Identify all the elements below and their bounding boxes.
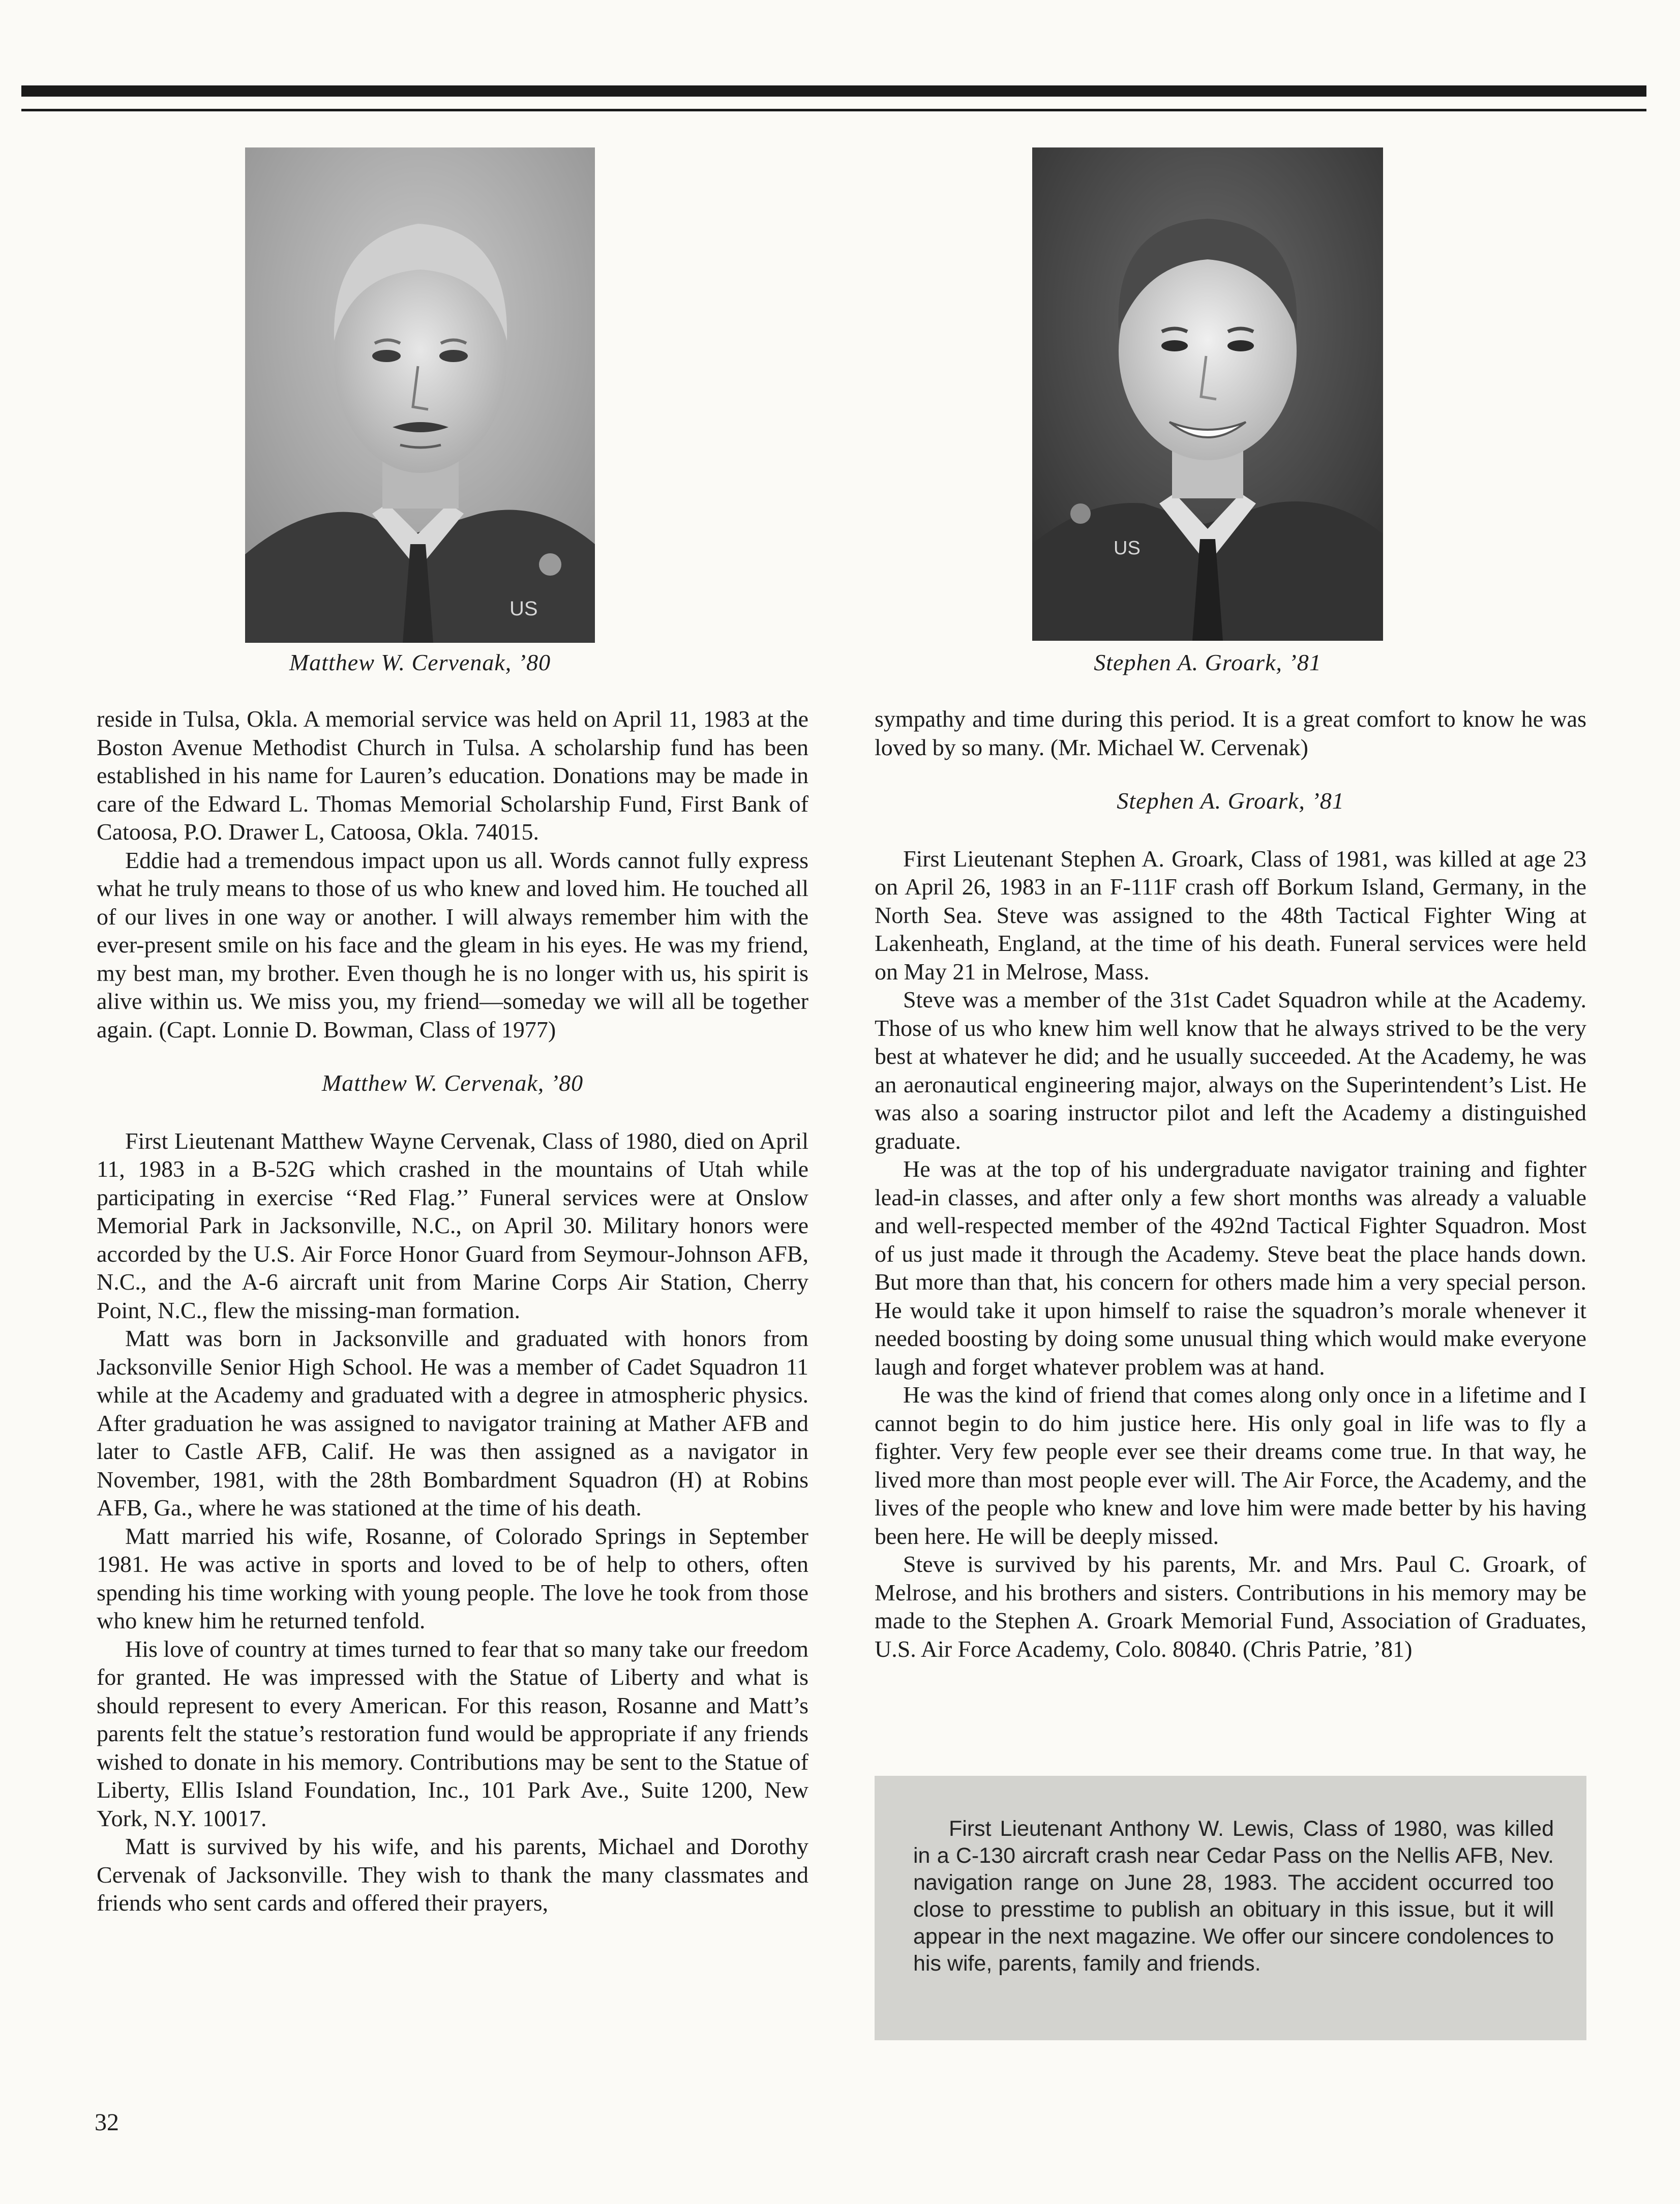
page-number: 32	[95, 2109, 119, 2136]
portrait-photo-groark	[1032, 147, 1383, 641]
paragraph-eddie-tribute: Eddie had a tremendous impact upon us all. Words cannot fully express what he truly means to those of us who knew and loved him. He touched all of our lives in one way or another. I will always remember him with the ever-present smile on his face and the gleam in his eyes. He was my friend, my best man, my brother. Even though he is no longer with us, his spirit is alive within us. We miss you, my friend—someday we will all be together again. (Capt. Lonnie D. Bowman, Class of 1977)	[97, 847, 808, 1043]
subhead-groark: Stephen A. Groark, ’81	[1117, 788, 1344, 814]
paragraph-cervenak-4: His love of country at times turned to fear that so many take our freedom for granted. He was impressed with the Statue of Liberty and what is should represent to every American. For this reason, Rosanne and Matt’s parents felt the statue’s restoration fund would be appropriate if any friends wished to donate in his memory. Contributions may be sent to the Statue of Liberty, Ellis Island Foundation, Inc., 101 Park Ave., Suite 1200, New York, N.Y. 10017.	[97, 1635, 808, 1831]
paragraph-groark-5: Steve is survived by his parents, Mr. and Mrs. Paul C. Groark, of Melrose, and his brothers and sisters. Contributions in his memory may be made to the Stephen A. Groark Memorial Fund, Association of Graduates, U.S. Air Force Academy, Colo. 80840. (Chris Patrie, ’81)	[875, 1551, 1586, 1662]
paragraph-cervenak-5: Matt is survived by his wife, and his parents, Michael and Dorothy Cervenak of Jacksonville. They wish to thank the many classmates and friends who sent cards and offered their prayers,	[97, 1833, 808, 1916]
lewis-notice-box	[875, 1776, 1586, 2040]
paragraph-groark-3: He was at the top of his undergraduate navigator training and fighter lead-in classes, and after only a few short months was already a valuable and well-respected member of the 492nd Tactical Fighter Squadron. Most of us just made it through the Academy. Steve beat the place hands down. But more than that, his concern for others made him a very special person. He would take it upon himself to raise the squadron’s morale whenever it needed boosting by doing some unusual thing which would make everyone laugh and forget whatever problem was at hand.	[875, 1156, 1586, 1380]
paragraph-groark-2: Steve was a member of the 31st Cadet Squadron while at the Academy. Those of us who knew him well know that he always strived to be the very best at whatever he did; and he usually succeeded. At the Academy, he was an aeronautical engineering major, always on the Superintendent’s List. He was also a soaring instructor pilot and left the Academy a distinguished graduate.	[875, 987, 1586, 1154]
subhead-cervenak: Matthew W. Cervenak, ’80	[321, 1070, 584, 1096]
paragraph-cervenak-intro: reside in Tulsa, Okla. A memorial service was held on April 11, 1983 at the Boston Avenue Methodist Church in Tulsa. A scholarship fund has been established in his name for Lauren’s education. Donations may be made in care of the Edward L. Thomas Memorial Scholarship Fund, First Bank of Catoosa, P.O. Drawer L, Catoosa, Okla. 74015.	[97, 706, 808, 845]
header-rule-thick	[21, 85, 1646, 97]
lewis-notice-text: First Lieutenant Anthony W. Lewis, Class of 1980, was killed in a C-130 aircraft crash near Cedar Pass on the Nellis AFB, Nev. navigation range on June 28, 1983. The accident occurred too close to presstime to publish an obituary in this issue, but it will appear in the next magazine. We offer our sincere condolences to his wife, parents, family and friends.	[913, 1816, 1554, 1976]
paragraph-cervenak-1: First Lieutenant Matthew Wayne Cervenak, Class of 1980, died on April 11, 1983 in a B-52G which crashed in the mountains of Utah while participating in exercise ‘‘Red Flag.’’ Funeral services were at Onslow Memorial Park in Jacksonville, N.C., on April 30. Military honors were accorded by the U.S. Air Force Honor Guard from Seymour-Johnson AFB, N.C., and the A-6 aircraft unit from Marine Corps Air Station, Cherry Point, N.C., flew the missing-man formation.	[97, 1127, 808, 1323]
collar-insignia-right: US	[1114, 538, 1141, 559]
paragraph-cervenak-3: Matt married his wife, Rosanne, of Colorado Springs in September 1981. He was active in sports and loved to be of help to others, often spending his time working with young people. The love he took from those who knew him he returned tenfold.	[97, 1523, 808, 1633]
left-article-column	[97, 705, 808, 1917]
photo-caption-groark: Stephen A. Groark, ’81	[1094, 649, 1322, 675]
right-article-column	[875, 705, 1586, 1663]
photo-caption-cervenak: Matthew W. Cervenak, ’80	[289, 649, 551, 675]
paragraph-cervenak-continued: sympathy and time during this period. It is a great comfort to know he was loved by so many. (Mr. Michael W. Cervenak)	[875, 706, 1586, 760]
portrait-photo-cervenak	[245, 147, 595, 643]
header-rule-thin	[21, 109, 1646, 111]
paragraph-cervenak-2: Matt was born in Jacksonville and graduated with honors from Jacksonville Senior High School. He was a member of Cadet Squadron 11 while at the Academy and graduated with a degree in atmospheric physics. After graduation he was assigned to navigator training at Mather AFB and later to Castle AFB, Calif. He was then assigned as a navigator in November, 1981, with the 28th Bombardment Squadron (H) at Robins AFB, Ga., where he was stationed at the time of his death.	[97, 1325, 808, 1521]
collar-insignia-left: US	[509, 598, 538, 620]
paragraph-groark-4: He was the kind of friend that comes along only once in a lifetime and I cannot begin to do him justice here. His only goal in life was to fly a fighter. Very few people ever see their dreams come true. In that way, he lived more than most people ever will. The Air Force, the Academy, and the lives of the people who knew and love him were made better by his having been here. He will be deeply missed.	[875, 1382, 1586, 1549]
paragraph-groark-1: First Lieutenant Stephen A. Groark, Class of 1981, was killed at age 23 on April 26, 1983 in an F-111F crash off Borkum Island, Germany, in the North Sea. Steve was assigned to the 48th Tactical Fighter Wing at Lakenheath, England, at the time of his death. Funeral services were held on May 21 in Melrose, Mass.	[875, 845, 1586, 985]
